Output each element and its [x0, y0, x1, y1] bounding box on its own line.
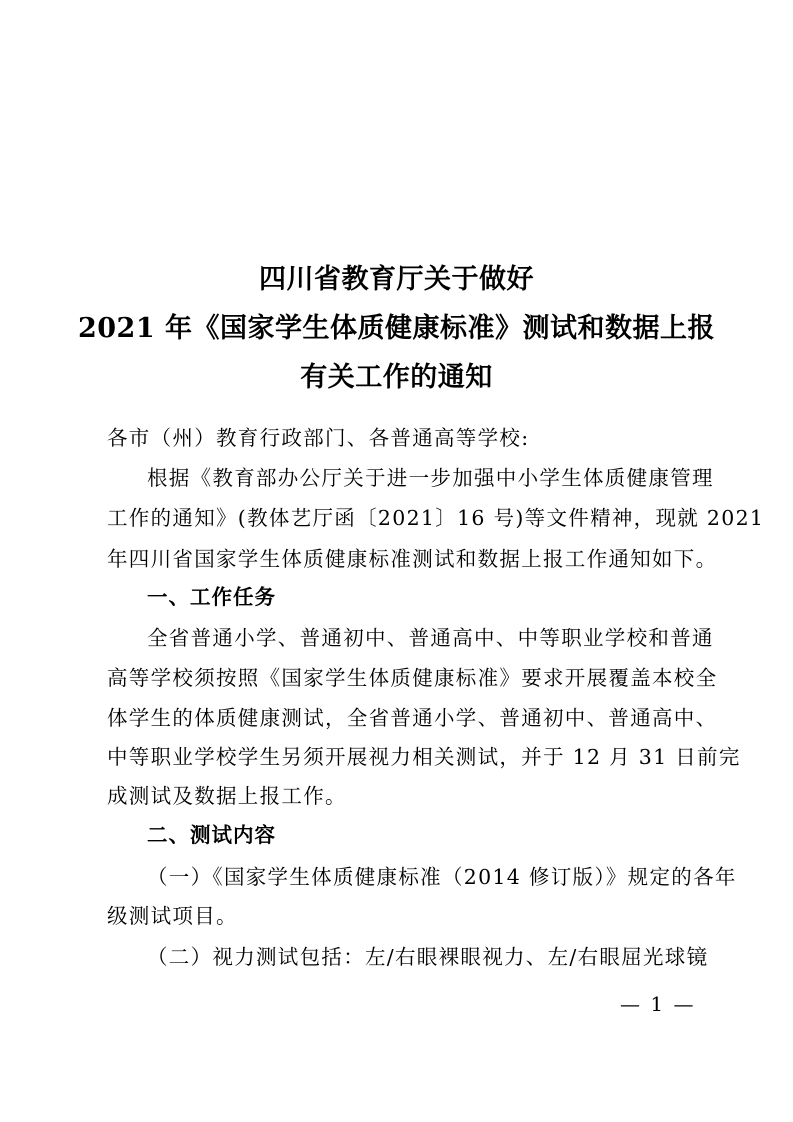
intro-line: 年四川省国家学生体质健康标准测试和数据上报工作通知如下。: [107, 547, 718, 571]
document-title-line-3: 有关工作的通知: [300, 362, 493, 393]
section-body-line: 中等职业学校学生另须开展视力相关测试，并于 12 月 31 日前完: [107, 745, 741, 769]
salutation: 各市（州）教育行政部门、各普通高等学校:: [107, 426, 530, 450]
section-body-line: 体学生的体质健康测试，全省普通小学、普通初中、普通高中、: [107, 706, 718, 730]
intro-line: 根据《教育部办公厅关于进一步加强中小学生体质健康管理: [147, 466, 714, 490]
document-title-line-1: 四川省教育厅关于做好: [259, 264, 534, 295]
intro-line: 工作的通知》(教体艺厅函〔2021〕16 号)等文件精神，现就 2021: [107, 506, 765, 530]
page-number: — 1 —: [620, 992, 696, 1016]
section-item-line: （二）视力测试包括：左/右眼裸眼视力、左/右眼屈光球镜: [147, 945, 709, 969]
section-heading-tasks: 一、工作任务: [147, 585, 276, 609]
section-body-line: 全省普通小学、普通初中、普通高中、中等职业学校和普通: [147, 626, 714, 650]
section-body-line: 成测试及数据上报工作。: [107, 784, 347, 808]
section-body-line: 高等学校须按照《国家学生体质健康标准》要求开展覆盖本校全: [107, 666, 718, 690]
section-item-line: 级测试项目。: [107, 904, 238, 928]
section-heading-content: 二、测试内容: [147, 823, 276, 847]
section-item-line: （一）《国家学生体质健康标准（2014 修订版）》规定的各年: [147, 865, 737, 889]
document-title-line-2: 2021 年《国家学生体质健康标准》测试和数据上报: [77, 313, 716, 344]
